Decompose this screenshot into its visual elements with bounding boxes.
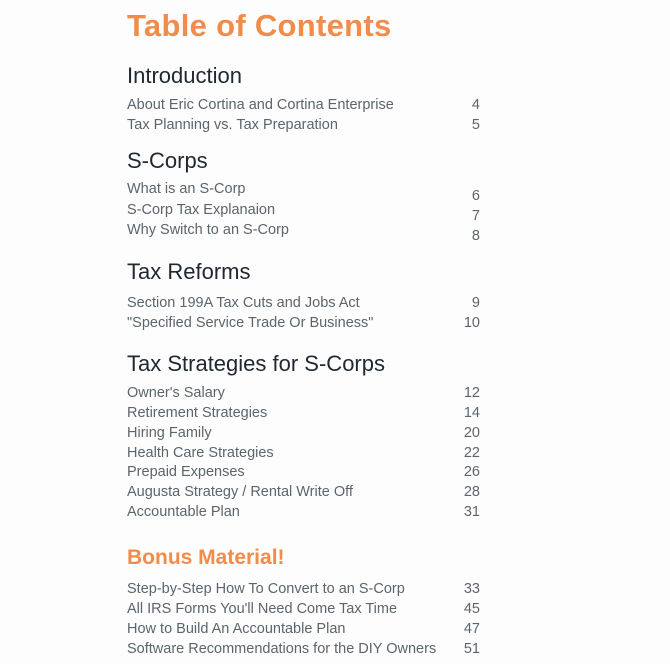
toc-entry-page: 10 xyxy=(463,315,480,331)
toc-entry-label[interactable]: How to Build An Accountable Plan xyxy=(127,621,346,637)
toc-entry-label[interactable]: Section 199A Tax Cuts and Jobs Act xyxy=(127,295,360,311)
toc-entry-page: 51 xyxy=(463,641,480,657)
toc-entry-label[interactable]: Why Switch to an S-Corp xyxy=(127,222,289,238)
toc-entry-label[interactable]: Hiring Family xyxy=(127,425,212,441)
toc-entry-label[interactable]: S-Corp Tax Explanaion xyxy=(127,202,276,218)
toc-entry-page: 26 xyxy=(463,464,480,480)
toc-entry-page: 47 xyxy=(463,621,480,637)
toc-entry-label[interactable]: Accountable Plan xyxy=(127,504,240,520)
toc-entry-page: 6 xyxy=(471,188,480,204)
toc-entry-page: 28 xyxy=(463,484,480,500)
toc-entry-label[interactable]: About Eric Cortina and Cortina Enterprise xyxy=(127,97,394,113)
page-title: Table of Contents xyxy=(127,8,392,43)
toc-entry-page: 20 xyxy=(463,425,480,441)
toc-entry-page: 14 xyxy=(463,405,480,421)
toc-entry-page: 5 xyxy=(471,117,480,133)
toc-entry-page: 31 xyxy=(463,504,480,520)
toc-entry-label[interactable]: Software Recommendations for the DIY Owners xyxy=(127,641,437,657)
toc-entry-page: 45 xyxy=(463,601,480,617)
toc-entry-label[interactable]: Prepaid Expenses xyxy=(127,464,245,480)
toc-entry-label[interactable]: Augusta Strategy / Rental Write Off xyxy=(127,484,353,500)
toc-entry-label[interactable]: Step-by-Step How To Convert to an S-Corp xyxy=(127,581,405,597)
section-heading-tax-reforms: Tax Reforms xyxy=(127,259,251,284)
toc-entry-label[interactable]: Owner's Salary xyxy=(127,385,225,401)
toc-entry-page: 8 xyxy=(471,228,480,244)
toc-entry-page: 22 xyxy=(463,445,480,461)
toc-entry-label[interactable]: Tax Planning vs. Tax Preparation xyxy=(127,117,338,133)
toc-entry-page: 33 xyxy=(463,581,480,597)
toc-entry-page: 9 xyxy=(471,295,480,311)
toc-entry-page: 12 xyxy=(463,385,480,401)
toc-entry-label[interactable]: Retirement Strategies xyxy=(127,405,268,421)
toc-entry-page: 4 xyxy=(471,97,480,113)
section-heading-bonus-material: Bonus Material! xyxy=(127,546,285,569)
toc-entry-label[interactable]: Health Care Strategies xyxy=(127,445,274,461)
toc-entry-label[interactable]: What is an S-Corp xyxy=(127,181,246,197)
section-heading-tax-strategies: Tax Strategies for S-Corps xyxy=(127,351,385,376)
toc-entry-page: 7 xyxy=(471,208,480,224)
section-heading-introduction: Introduction xyxy=(127,63,242,88)
toc-entry-label[interactable]: All IRS Forms You'll Need Come Tax Time xyxy=(127,601,398,617)
toc-entry-label[interactable]: "Specified Service Trade Or Business" xyxy=(127,315,374,331)
section-heading-s-corps: S-Corps xyxy=(127,148,208,173)
